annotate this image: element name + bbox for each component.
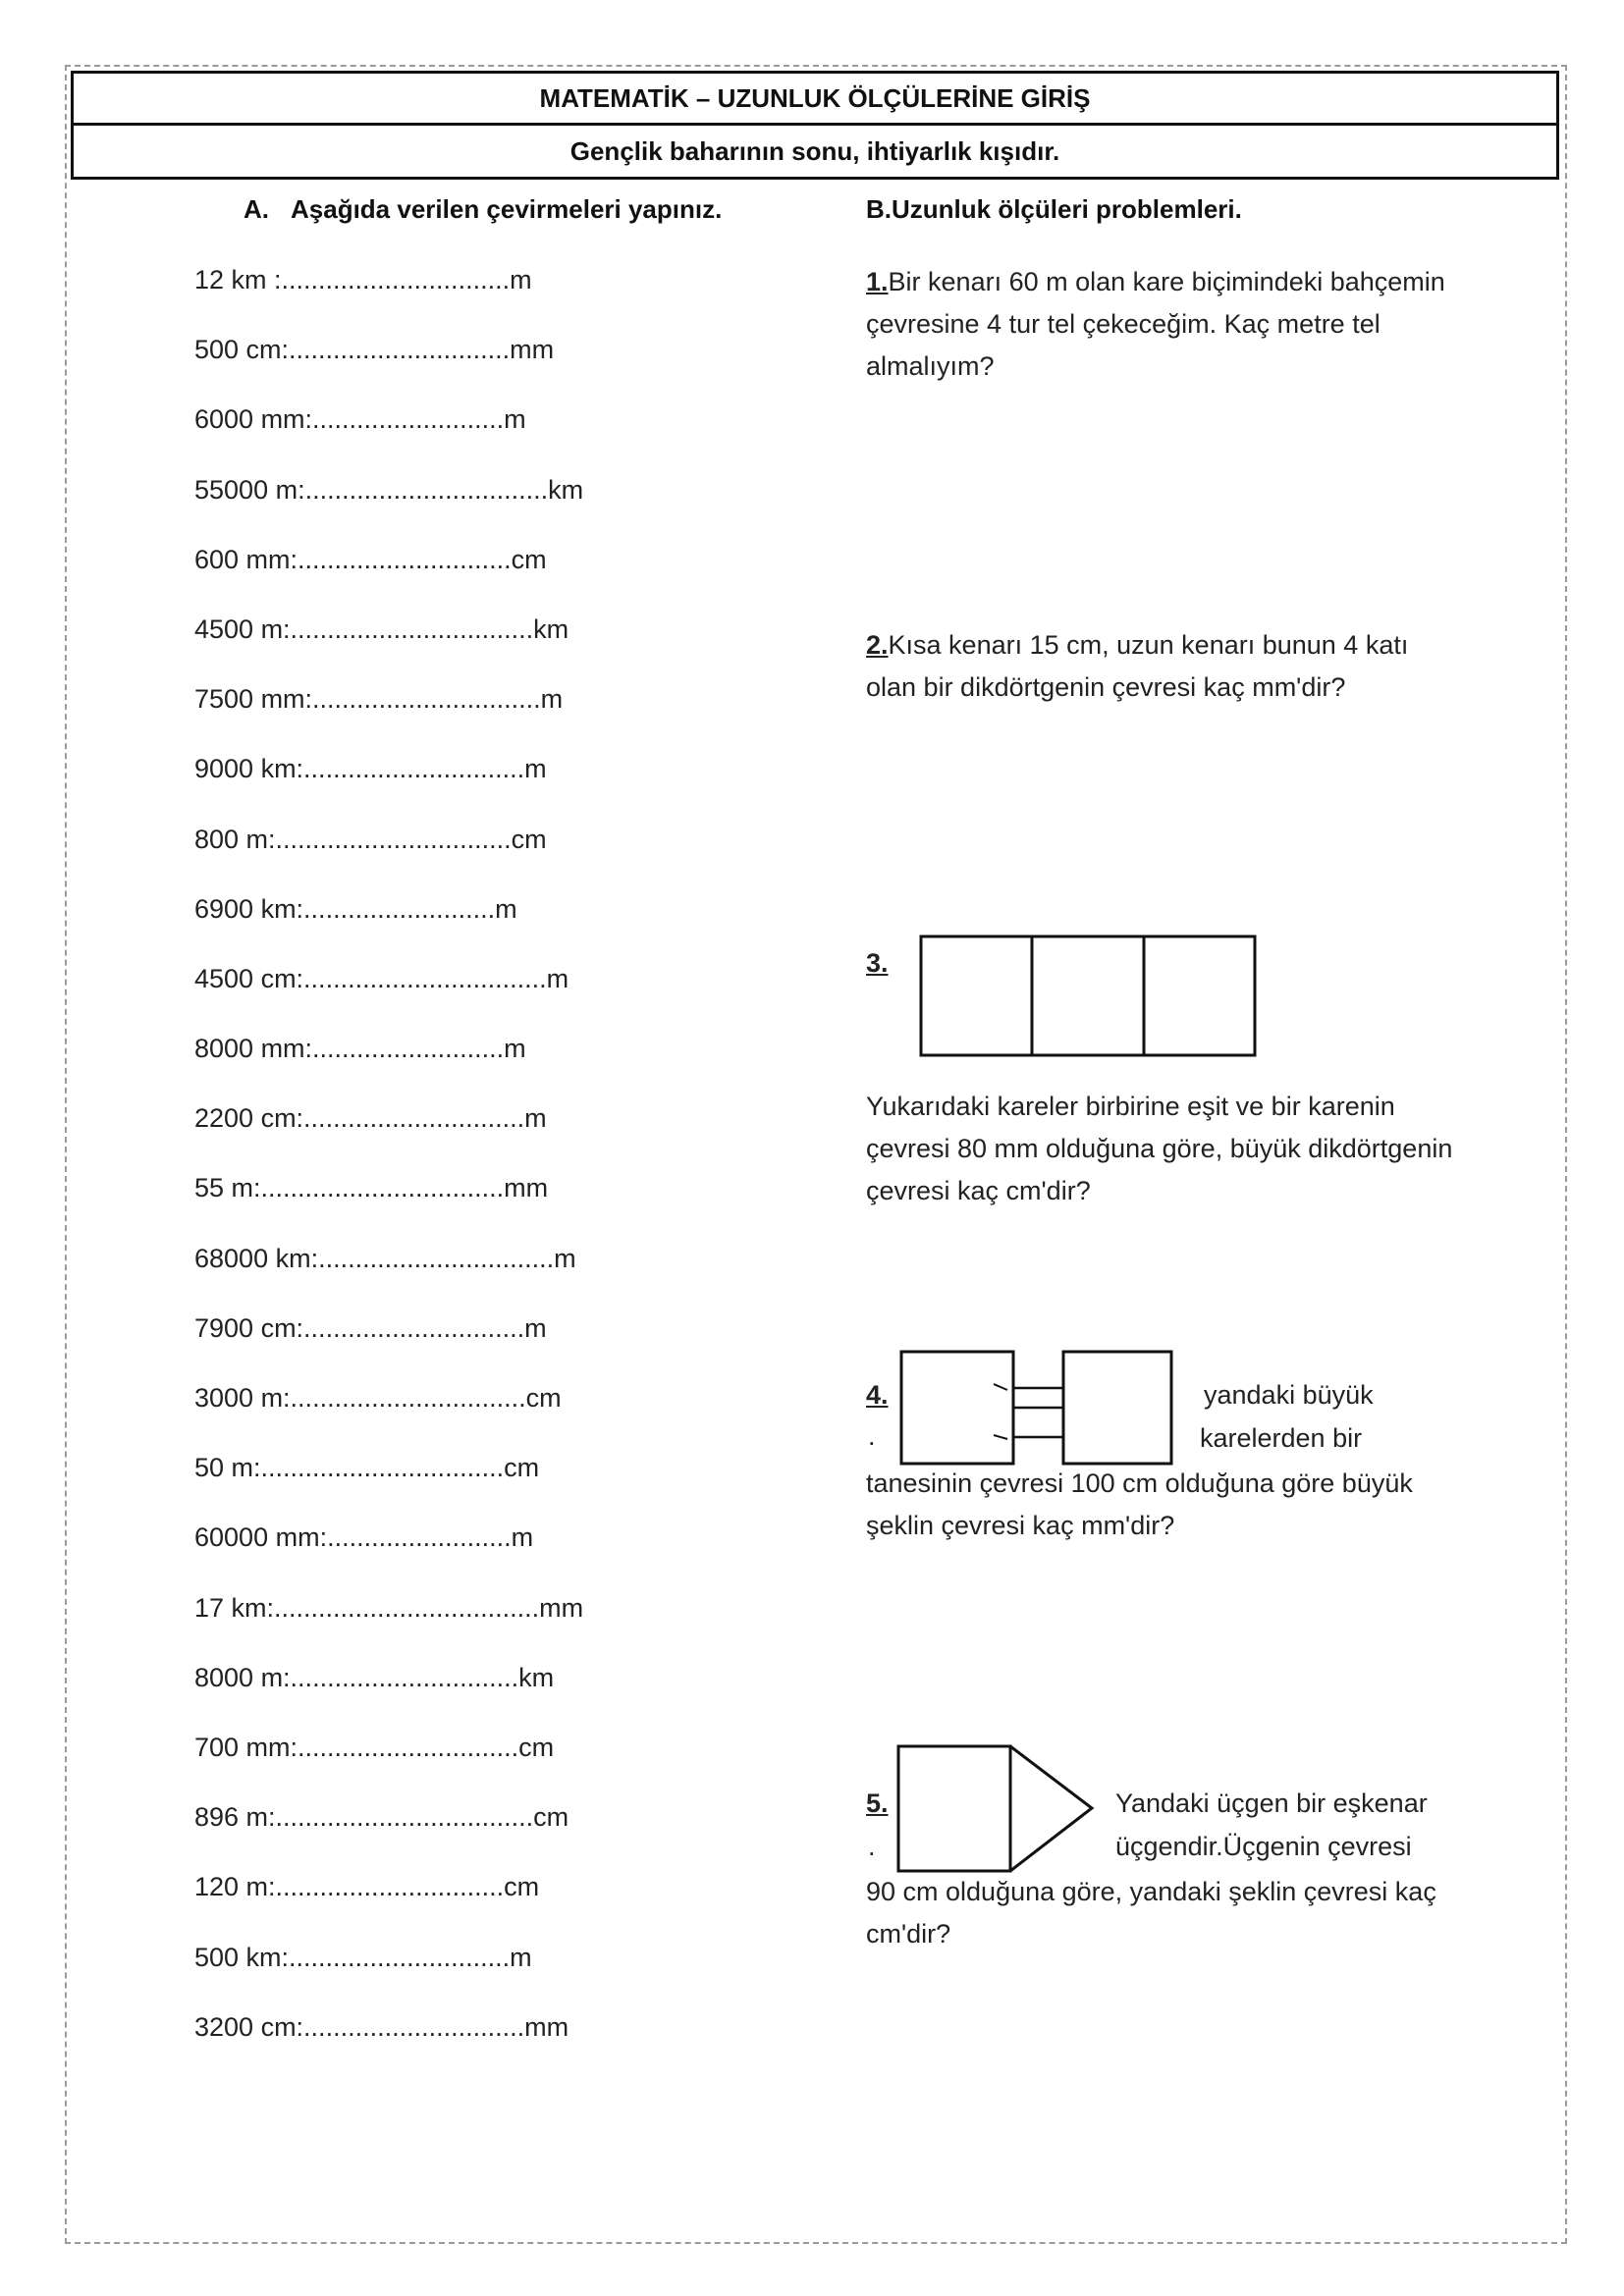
conversion-item: 600 mm:.............................cm — [194, 544, 547, 574]
right-square — [1063, 1352, 1171, 1464]
conversion-item: 17 km:....................................mm — [194, 1592, 584, 1623]
conversion-item: 7500 mm:...............................m — [194, 684, 564, 715]
section-a-letter: A. — [244, 194, 269, 224]
conversion-item: 8000 mm:..........................m — [194, 1034, 526, 1064]
conversion-item: 3000 m:................................cm — [194, 1383, 562, 1413]
conversion-item: 8000 m:...............................km — [194, 1662, 555, 1692]
problem-1 — [866, 261, 1455, 388]
problem-text: Kısa kenarı 15 cm, uzun kenarı bunun 4 katı olan bir dikdörtgenin çevresi kaç mm'dir? — [866, 630, 1409, 702]
worksheet-subtitle — [71, 123, 1559, 180]
problem-4-dot: . — [868, 1421, 876, 1451]
conversion-item: 2200 cm:..............................m — [194, 1103, 547, 1134]
section-a-title — [244, 194, 722, 225]
conversion-item: 700 mm:..............................cm — [194, 1732, 555, 1762]
conversion-item: 4500 m:.................................km — [194, 614, 569, 644]
rectangle-outline — [921, 936, 1255, 1055]
section-a-title-text: Aşağıda verilen çevirmeleri yapınız. — [291, 194, 723, 224]
conversion-item: 55 m:.................................mm — [194, 1173, 549, 1203]
square-triangle-figure — [895, 1743, 1096, 1875]
conversion-item: 3200 cm:..............................mm — [194, 2011, 569, 2042]
three-squares-figure — [919, 934, 1259, 1058]
worksheet-title — [71, 71, 1559, 126]
problem-4-text: tanesinin çevresi 100 cm olduğuna göre büyük şeklin çevresi kaç mm'dir? — [866, 1468, 1413, 1540]
problem-5-text: 90 cm olduğuna göre, yandaki şeklin çevresi kaç cm'dir? — [866, 1877, 1436, 1949]
conversion-item: 6000 mm:..........................m — [194, 404, 526, 435]
two-squares-figure — [899, 1349, 1174, 1468]
problem-5-number: 5. — [866, 1789, 889, 1818]
square — [898, 1746, 1010, 1871]
problem-4-side-text: yandaki büyük — [1204, 1380, 1374, 1410]
subtitle-text: Gençlik baharının sonu, ihtiyarlık kışıdır. — [569, 135, 1060, 166]
conversion-item: 55000 m:.................................km — [194, 474, 584, 505]
problem-5-side-text: Yandaki üçgen bir eşkenar — [1115, 1789, 1428, 1818]
conversion-item: 68000 km:................................m — [194, 1243, 576, 1273]
conversion-item: 800 m:................................cm — [194, 824, 547, 854]
problem-5-dot: . — [868, 1832, 876, 1861]
problem-number: 2. — [866, 630, 889, 660]
tick-mark — [994, 1384, 1007, 1390]
problem-number: 1. — [866, 267, 889, 296]
conversion-item: 9000 km:..............................m — [194, 754, 547, 784]
problem-4-number: 4. — [866, 1380, 889, 1410]
conversion-item: 6900 km:..........................m — [194, 893, 517, 924]
problem-2 — [866, 624, 1455, 709]
problem-text: Bir kenarı 60 m olan kare biçimindeki bahçemin çevresine 4 tur tel çekeceğim. Kaç metre tel almalıyım? — [866, 267, 1445, 381]
section-b-title: B.Uzunluk ölçüleri problemleri. — [866, 194, 1242, 224]
tick-mark — [994, 1435, 1007, 1439]
problem-3-number: 3. — [866, 948, 889, 978]
conversion-list — [194, 263, 583, 2080]
triangle — [1010, 1746, 1092, 1871]
title-text: MATEMATİK – UZUNLUK ÖLÇÜLERİNE GİRİŞ — [539, 82, 1091, 113]
conversion-item: 7900 cm:..............................m — [194, 1312, 547, 1343]
problem-5-side-text: üçgendir.Üçgenin çevresi — [1115, 1832, 1412, 1861]
conversion-item: 896 m:...................................cm — [194, 1802, 569, 1833]
conversion-item: 12 km :...............................m — [194, 265, 532, 294]
conversion-item: 50 m:.................................cm — [194, 1453, 540, 1483]
left-square — [901, 1352, 1013, 1464]
conversion-item: 60000 mm:.........................m — [194, 1522, 534, 1553]
problem-4-side-text: karelerden bir — [1200, 1423, 1363, 1453]
conversion-item: 4500 cm:.................................m — [194, 963, 569, 993]
conversion-item: 120 m:...............................cm — [194, 1872, 540, 1902]
conversion-item: 500 cm:..............................mm — [194, 335, 555, 365]
problem-3-text: Yukarıdaki kareler birbirine eşit ve bir karenin çevresi 80 mm olduğuna göre, büyük dikdörtgenin çevresi kaç cm'dir? — [866, 1092, 1453, 1205]
conversion-item: 500 km:..............................m — [194, 1942, 532, 1972]
